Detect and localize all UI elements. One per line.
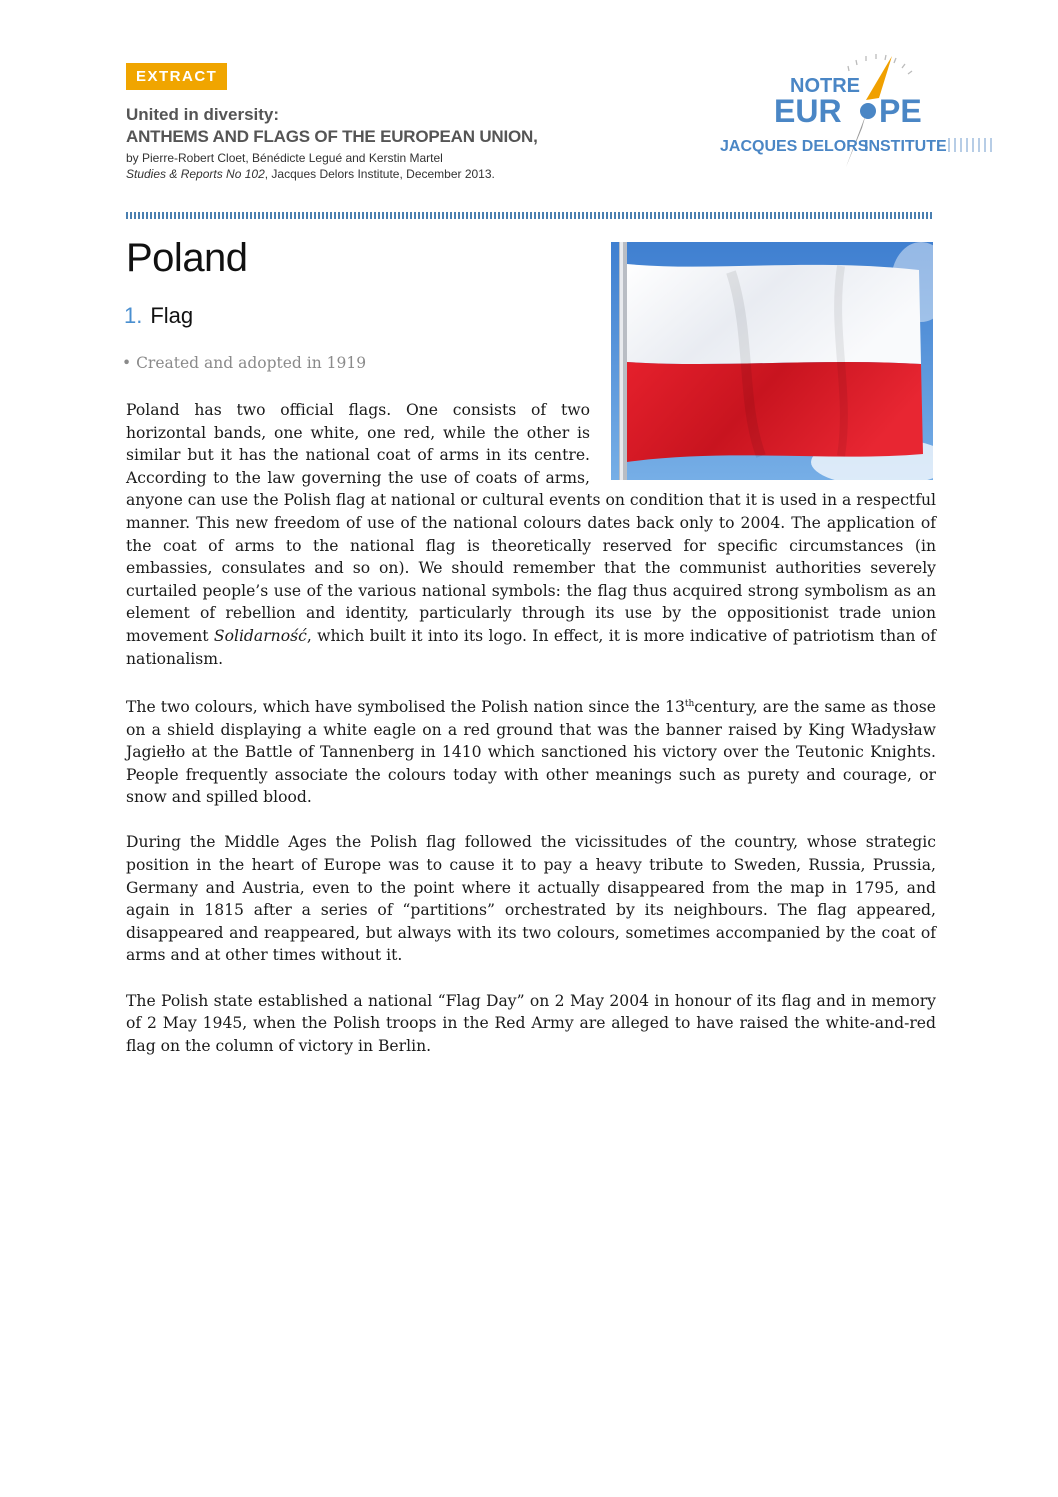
article-body [126, 399, 936, 1080]
paragraph-2-end: century, are the same as those on a shield displaying a white eagle on a red ground that was the banner raised by King Władysław Jagiełło at the Battle of Tannenberg in 1410 which sanctioned his victory over the Teutonic Knights. People frequently associate the colours today with other meanings such as purety and courage, or snow and spilled blood. [126, 697, 936, 807]
logo-eur: EUR [774, 93, 842, 129]
paragraph-1-end: , which built it into its logo. In effect, it is more indicative of patriotism than of nationalism. [126, 626, 936, 668]
logo-stripes [948, 138, 992, 152]
notre-europe-logo [716, 52, 1000, 172]
paragraph-3: During the Middle Ages the Polish flag followed the vicissitudes of the country, whose strategic position in the heart of Europe was to cause it to pay a heavy tribute to Sweden, Russia, Prussia, Germany and Austria, even to the point where it actually disappeared from the map in 1795, and again in 1815 after a series of “partitions” orchestrated by its neighbours. The flag appeared, disappeared and reappeared, but always with its two colours, sometimes accompanied by the coat of arms and at other times without it. [126, 833, 936, 965]
publication-title [126, 126, 686, 148]
section-number: 1. [124, 303, 143, 328]
paragraph-1-text: Poland has two official flags. One consists of two horizontal bands, one white, one red, while the other is similar but it has the national coat of arms in its centre. According to the law governing the use of coats of arms, anyone can use the Polish flag at national or cultural events on condition that it is used in a respectful manner. This new freedom of use of the national colours dates back only to 2004. The application of the coat of arms to the national flag is theoretically reserved for specific circumstances (in embassies, consulates and so on). We should remember that the communist authorities severely curtailed people’s use of the various national symbols: the flag thus acquired strong symbolism as an element of rebellion and identity, particularly through its use by the oppositionist trade union movement [126, 401, 936, 645]
series-name: Studies & Reports No 102 [126, 167, 265, 181]
paragraph-1-italic: Solidarność [213, 626, 307, 645]
publication-title-suffix: , [533, 127, 538, 146]
logo-pe: PE [879, 93, 922, 129]
compass-ticks [848, 54, 912, 74]
paragraph-2 [126, 693, 936, 809]
publication-authors: by Pierre-Robert Cloet, Bénédicte Legué and Kerstin Martel [126, 151, 443, 165]
publication-subtitle: United in diversity: [126, 105, 280, 124]
bullet-note: • Created and adopted in 1919 [122, 354, 367, 372]
logo-jacques-delors: JACQUES DELORS [720, 138, 869, 155]
flag-white-band [627, 264, 921, 364]
publication-series [126, 166, 686, 182]
section-title: Flag [150, 303, 194, 328]
extract-badge: EXTRACT [126, 63, 227, 90]
paragraph-4: The Polish state established a national “Flag Day” on 2 May 2004 in honour of its flag and in memory of 2 May 1945, when the Polish troops in the Red Army are alleged to have raised the white-and-red flag on the column of victory in Berlin. [126, 991, 936, 1055]
logo-institute: INSTITUTE [864, 138, 947, 155]
logo-notre: NOTRE [790, 75, 860, 97]
series-details: , Jacques Delors Institute, December 2013. [264, 167, 495, 181]
paragraph-2-sup: th [684, 698, 695, 709]
logo-o-dot [860, 103, 876, 119]
publication-info [126, 104, 686, 182]
section-heading [124, 303, 193, 329]
paragraph-2-text: The two colours, which have symbolised the Polish nation since the 13 [126, 697, 685, 716]
page-title: Poland [126, 236, 248, 280]
dotted-divider [126, 212, 934, 219]
publication-title-text: ANTHEMS AND FLAGS OF THE EUROPEAN UNION [126, 127, 534, 146]
